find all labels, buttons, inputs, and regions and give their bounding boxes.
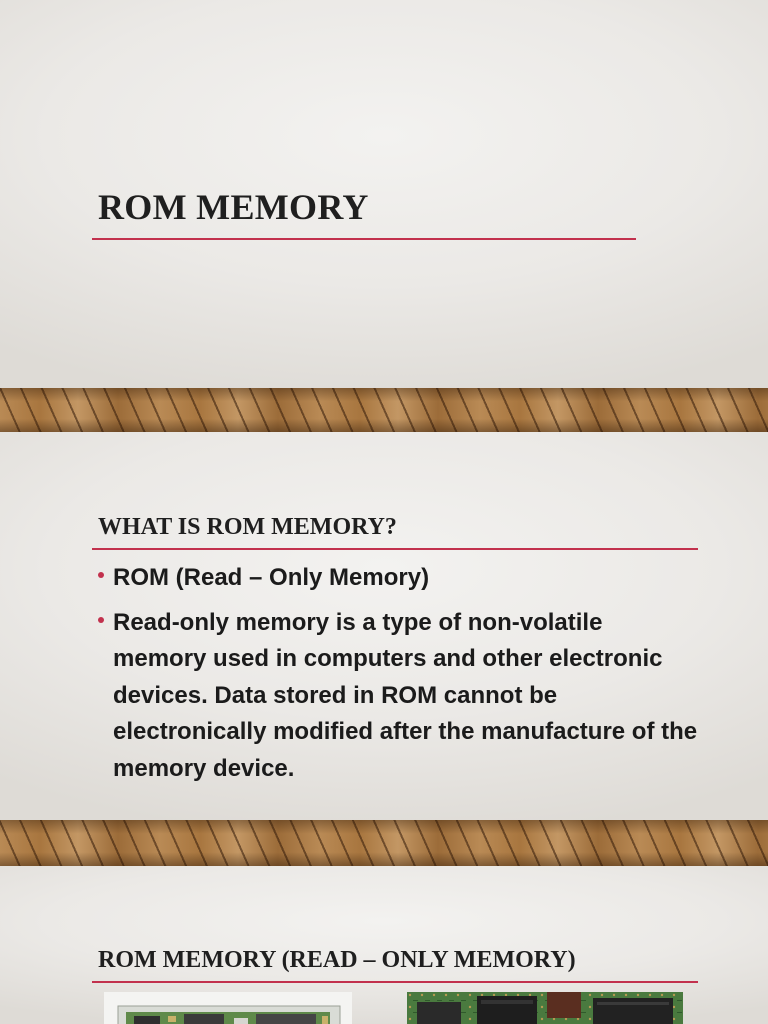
bullet-text: Read-only memory is a type of non-volatile memory used in computers and other electronic devices. Data stored in ROM cannot be electronically modified after the manufacture of the memory device. xyxy=(113,608,698,782)
bullet-list xyxy=(98,560,698,795)
bullet-item xyxy=(98,605,698,788)
bullet-dot-icon xyxy=(98,617,104,623)
slide-title-heading: ROM MEMORY xyxy=(98,187,369,227)
slide-rom-images xyxy=(0,866,768,1024)
bullet-item xyxy=(98,560,698,597)
title-underline xyxy=(92,238,636,240)
wood-floor-divider xyxy=(0,388,768,432)
bullet-dot-icon xyxy=(98,572,104,578)
heading-underline xyxy=(92,548,698,550)
slide-heading: WHAT IS ROM MEMORY? xyxy=(98,514,397,540)
rom-chip-photo xyxy=(407,992,683,1024)
slide-what-is-rom xyxy=(0,432,768,820)
bullet-text: ROM (Read – Only Memory) xyxy=(113,564,430,591)
slide-heading: ROM MEMORY (READ – ONLY MEMORY) xyxy=(98,947,576,973)
wood-floor-divider xyxy=(0,820,768,866)
rom-card-photo xyxy=(104,992,352,1024)
slide-title xyxy=(0,0,768,388)
heading-underline xyxy=(92,981,698,983)
